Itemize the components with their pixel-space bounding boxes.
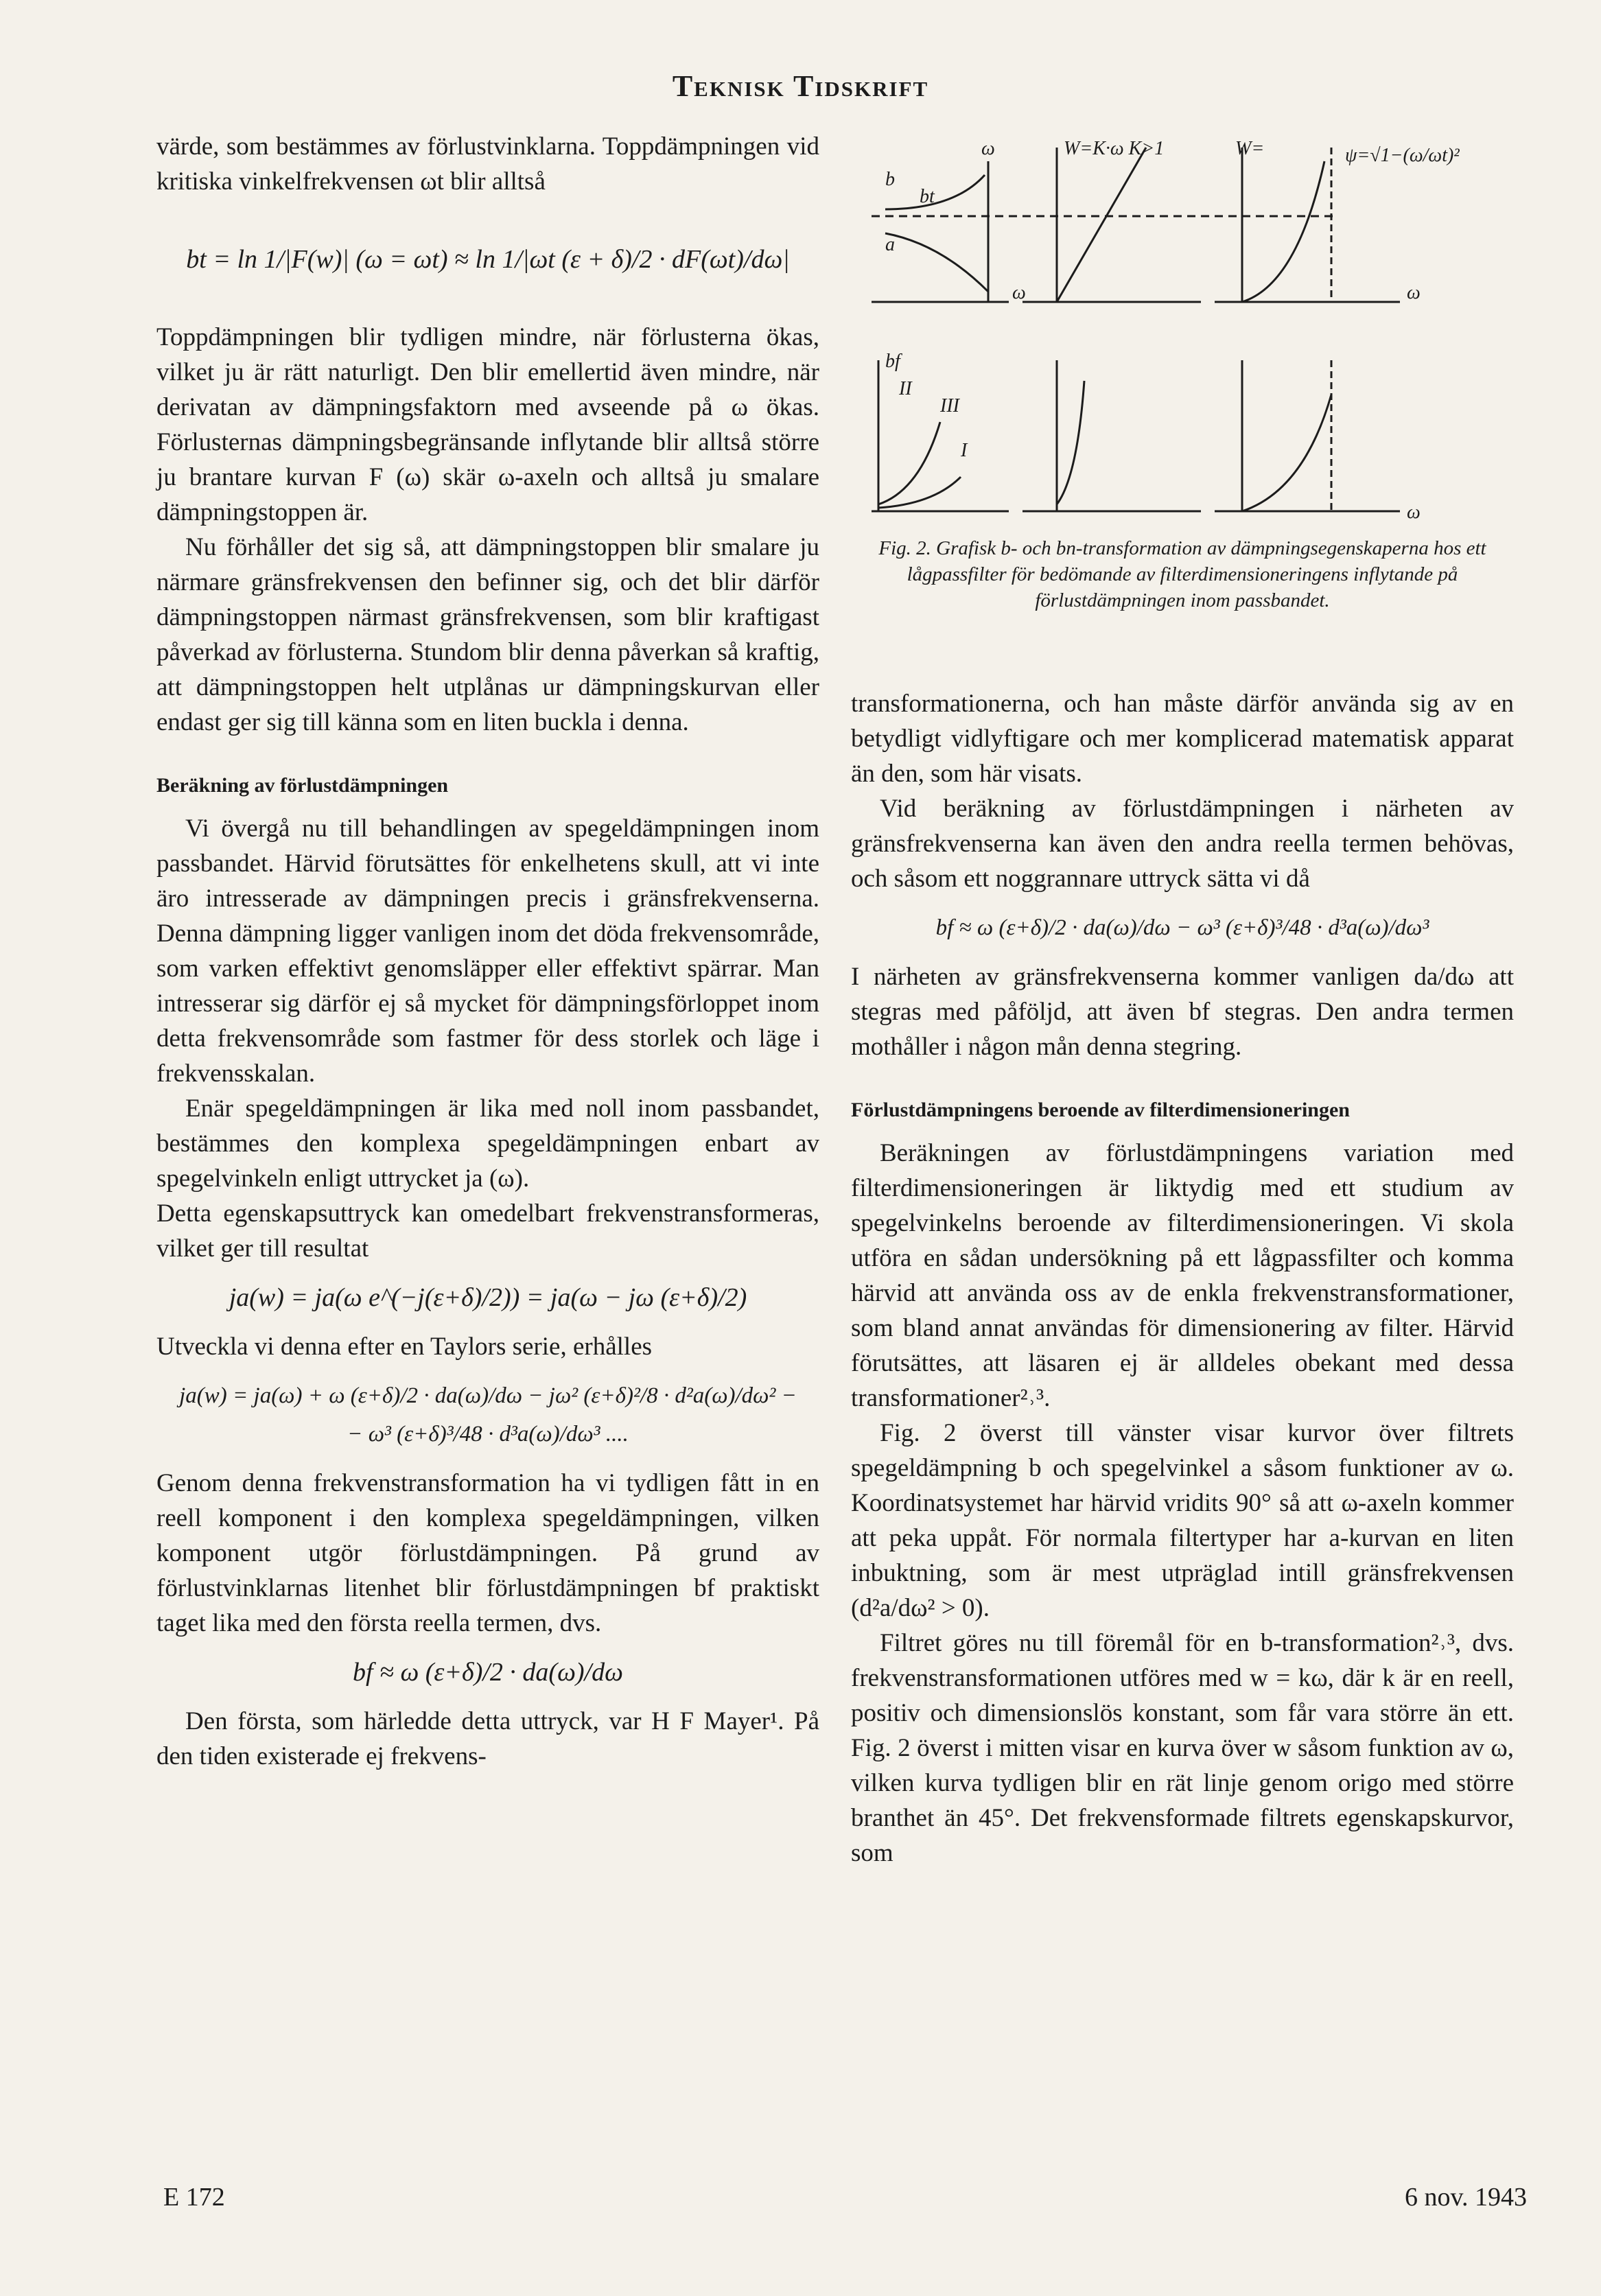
left-column bbox=[156, 129, 819, 1774]
equation-bf-second-order: bf ≈ ω (ε+δ)/2 · da(ω)/dω − ω³ (ε+δ)³/48 · d³a(ω)/dω³ bbox=[935, 915, 1429, 940]
fig-label-b: b bbox=[885, 169, 895, 190]
right-column bbox=[851, 686, 1514, 1871]
section-heading: Förlustdämpningens beroende av filterdimensioneringen bbox=[851, 1099, 1350, 1121]
paragraph: värde, som bestämmes av förlustvinklarna. Toppdämpningen vid kritiska vinkelfrekvensen ωt blir alltså bbox=[156, 132, 819, 196]
fig-label-omega-axis: ω bbox=[1012, 282, 1026, 303]
equation-toppdampning: bt = ln 1/|F(w)| (ω = ωt) ≈ ln 1/|ωt (ε + δ)/2 · dF(ωt)/dω| bbox=[186, 245, 790, 274]
masthead: Teknisk Tidskrift bbox=[672, 69, 929, 103]
paragraph: Toppdämpningen blir tydligen mindre, när förlusterna ökas, vilket ju är rätt naturligt. Den blir emellertid även mindre, när derivatan av dämpningsfaktorn med avseende på ω ökas. Förlusternas dämpningsbegränsande inflytande blir alltså större ju brantare kurvan F (ω) skär ω-axeln och alltså ju smalare dämpningstoppen är. bbox=[156, 323, 819, 526]
figure-2-diagram bbox=[858, 134, 1475, 539]
fig-label-II: II bbox=[899, 378, 912, 399]
fig-label-w-kw: W=K·ω K>1 bbox=[1064, 138, 1165, 159]
fig-label-bf: bf bbox=[885, 351, 900, 372]
paragraph: Vid beräkning av förlustdämpningen i närheten av gränsfrekvenserna kan även den andra reella termen behövas, och såsom ett noggrannare uttryck sätta vi då bbox=[851, 795, 1514, 893]
equation-taylor-1: ja(w) = ja(ω) + ω (ε+δ)/2 · da(ω)/dω − jω² (ε+δ)²/8 · d²a(ω)/dω² − bbox=[179, 1383, 797, 1408]
fig-label-III: III bbox=[940, 395, 959, 417]
paragraph: Enär spegeldämpningen är lika med noll inom passbandet, bestämmes den komplexa spegeldämpningen enbart av spegelvinkeln enligt uttrycket ja (ω). bbox=[156, 1094, 819, 1193]
paragraph: Utveckla vi denna efter en Taylors serie, erhålles bbox=[156, 1333, 653, 1361]
paragraph: Beräkningen av förlustdämpningens variation med filterdimensioneringen är liktydig med ett studium av spegelvinkelns beroende av filterdimensioneringen. Vi skola utföra en sådan undersökning på ett lågpassfilter och komma härvid att använda oss av de enkla frekvenstransformationer, som bland annat användas för dimensionering av filter. Härvid förutsättes, att läsaren ej är alldeles obekant med dessa transformationer²˒³. bbox=[851, 1139, 1514, 1412]
paragraph: Vi övergå nu till behandlingen av spegeldämpningen inom passbandet. Härvid förutsättes för enkelhetens skull, att vi inte äro intresserade av dämpningen precis i gränsfrekvenserna. Denna dämpning ligger vanligen inom det döda frekvensområde, som varken effektivt genomsläpper eller effektivt spärrar. Man intresserar sig därför ej så mycket för dämpningsförloppet inom detta frekvensområde som fastmer för dess storlek och läge i frekvensskalan. bbox=[156, 815, 819, 1088]
fig-label-omega-right: ω bbox=[1407, 282, 1421, 303]
equation-bf: bf ≈ ω (ε+δ)/2 · da(ω)/dω bbox=[353, 1658, 623, 1687]
fig-label-omega: ω bbox=[981, 138, 995, 159]
equation-taylor-2: − ω³ (ε+δ)³/48 · d³a(ω)/dω³ .... bbox=[347, 1422, 629, 1446]
fig-label-omega-bottom-right: ω bbox=[1407, 502, 1421, 523]
page-number: E 172 bbox=[163, 2183, 225, 2212]
paragraph: Detta egenskapsuttryck kan omedelbart frekvenstransformeras, vilket ger till resultat bbox=[156, 1199, 819, 1263]
paragraph: Fig. 2 överst till vänster visar kurvor över filtrets spegeldämpning b och spegelvinkel a såsom funktioner av ω. Koordinatsystemet har härvid vridits 90° så att ω-axeln kommer att peka uppåt. För normala filtertyper har a-kurvan en liten inbuktning, som är mest utpräglad intill gränsfrekvensen (d²a/dω² > 0). bbox=[851, 1419, 1514, 1622]
fig-label-a: a bbox=[885, 234, 895, 255]
paragraph: transformationerna, och han måste därför använda sig av en betydligt vidlyftigare och mer komplicerad matematisk apparat än den, som här visats. bbox=[851, 690, 1514, 788]
paragraph: I närheten av gränsfrekvenserna kommer vanligen da/dω att stegras med påföljd, att även bf stegras. Den andra termen mothåller i någon mån denna stegring. bbox=[851, 963, 1514, 1061]
figure-caption: Fig. 2. Grafisk b- och bn-transformation av dämpningsegenskaperna hos ett lågpassfilter för bedömande av filterdimensioneringens inflytande på förlustdämpningen inom passbandet. bbox=[878, 537, 1486, 611]
fig-label-I: I bbox=[961, 440, 968, 461]
paragraph: Nu förhåller det sig så, att dämpningstoppen blir smalare ju närmare gränsfrekvensen den befinner sig, och det blir därför dämpningstoppen närmast gränsfrekvensen, som blir kraftigast påverkad av förlusterna. Stundom blir denna påverkan så kraftig, att dämpningstoppen helt utplånas ur dämpningskurvan eller endast ger sig till känna som en liten buckla i denna. bbox=[156, 533, 819, 736]
paragraph: Genom denna frekvenstransformation ha vi tydligen fått in en reell komponent i den komplexa spegeldämpningen, vilken komponent utgör förlustdämpningen. På grund av förlustvinklarnas litenhet blir förlustdämpningen bf praktiskt taget lika med den första reella termen, dvs. bbox=[156, 1469, 819, 1637]
paragraph: Den första, som härledde detta uttryck, var H F Mayer¹. På den tiden existerade ej frekvens- bbox=[156, 1707, 819, 1770]
fig-label-psi: ψ=√1−(ω/ωt)² bbox=[1345, 145, 1460, 166]
section-heading: Beräkning av förlustdämpningen bbox=[156, 774, 449, 797]
equation-transform: ja(w) = ja(ω e^(−j(ε+δ)/2)) = ja(ω − jω (ε+δ)/2) bbox=[229, 1283, 747, 1312]
issue-date: 6 nov. 1943 bbox=[1404, 2183, 1527, 2212]
fig-label-w: W= bbox=[1235, 138, 1265, 159]
paragraph: Filtret göres nu till föremål för en b-transformation²˒³, dvs. frekvenstransformationen utföres med w = kω, där k är en reell, positiv och dimensionslös konstant, som får vara större än ett. Fig. 2 överst i mitten visar en kurva över w såsom funktion av ω, vilken kurva tydligen blir en rät linje genom origo med större branthet än 45°. Det frekvensformade filtrets egenskapskurvor, som bbox=[851, 1629, 1514, 1867]
fig-label-bt: bt bbox=[920, 186, 935, 207]
